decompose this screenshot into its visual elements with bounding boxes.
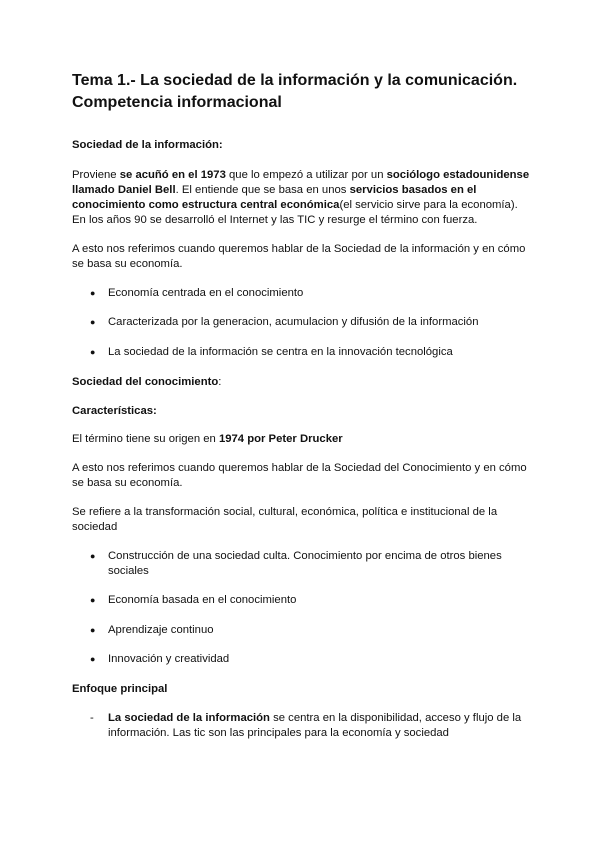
para-text: El término tiene su origen en — [72, 433, 219, 445]
paragraph-economy-information: A esto nos referimos cuando queremos hablar de la Sociedad de la información y en cómo se basa su economía. — [72, 243, 526, 270]
para-text: que lo empezó a utilizar por un — [225, 169, 387, 181]
list-item-text: Economía basada en el conocimiento — [108, 594, 297, 606]
bullet-icon: ● — [90, 625, 96, 635]
section-heading-information-society: Sociedad de la información: — [72, 139, 223, 151]
subheading-characteristics: Características: — [72, 405, 157, 417]
para-text: (el servicio sirve para la economía). — [339, 199, 518, 211]
list-item — [90, 315, 530, 330]
para-bold-author: sociólogo estadounidense llamado Daniel Bell — [72, 169, 530, 196]
list-item-text: La sociedad de la información se centra en la innovación tecnológica — [108, 346, 453, 358]
list-item-text: Aprendizaje continuo — [108, 624, 214, 636]
para-text: . El entiende que se basa en unos — [175, 184, 350, 196]
bullet-icon: ● — [90, 551, 96, 561]
list-item-text: Construcción de una sociedad culta. Conocimiento por encima de otros bienes sociales — [108, 550, 502, 577]
paragraph-origin-knowledge-society — [72, 432, 532, 447]
bullet-icon: ● — [90, 654, 96, 664]
list-item — [90, 286, 530, 301]
list-item — [90, 652, 530, 667]
list-item — [90, 593, 530, 608]
bullet-icon: ● — [90, 317, 96, 327]
list-item-text: Innovación y creatividad — [108, 653, 230, 665]
document-title — [72, 70, 542, 114]
section-heading-main-focus: Enfoque principal — [72, 683, 168, 695]
para-text: En los años 90 se desarrolló el Internet y las TIC y resurge el término con fuerza. — [72, 214, 478, 226]
paragraph-transformation: Se refiere a la transformación social, cultural, económica, política e institucional de la sociedad — [72, 506, 498, 533]
title-line-1: Tema 1.- La sociedad de la información y la comunicación. — [72, 72, 518, 89]
list-item — [90, 623, 530, 638]
heading-text: Sociedad del conocimiento — [72, 376, 219, 388]
list-item — [90, 711, 530, 741]
para-bold-year: se acuñó en el 1973 — [119, 169, 226, 181]
dash-icon: - — [90, 712, 94, 724]
item-bold: La sociedad de la información — [108, 712, 270, 724]
list-item-text — [90, 711, 530, 741]
paragraph-origin-information-society — [72, 168, 532, 228]
heading-suffix: : — [218, 376, 222, 388]
para-bold-origin: 1974 por Peter Drucker — [218, 433, 343, 445]
list-item-text: Caracterizada por la generacion, acumulacion y difusión de la información — [108, 316, 479, 328]
bullet-icon: ● — [90, 347, 96, 357]
paragraph-economy-knowledge: A esto nos referimos cuando queremos hablar de la Sociedad del Conocimiento y en cómo se basa su economía. — [72, 462, 527, 489]
para-bold-concept: servicios basados en el conocimiento como estructura central económica — [72, 184, 477, 211]
bullet-icon: ● — [90, 595, 96, 605]
bullet-icon: ● — [90, 288, 96, 298]
list-item — [90, 345, 530, 360]
list-item-text: Economía centrada en el conocimiento — [108, 287, 304, 299]
item-text: se centra en la disponibilidad, acceso y flujo de la información. Las tic son las principales para la economía y sociedad — [108, 712, 522, 739]
section-heading-knowledge-society — [72, 375, 532, 390]
list-item — [90, 549, 530, 579]
title-line-2: Competencia informacional — [72, 94, 282, 111]
para-text: Proviene — [72, 169, 120, 181]
